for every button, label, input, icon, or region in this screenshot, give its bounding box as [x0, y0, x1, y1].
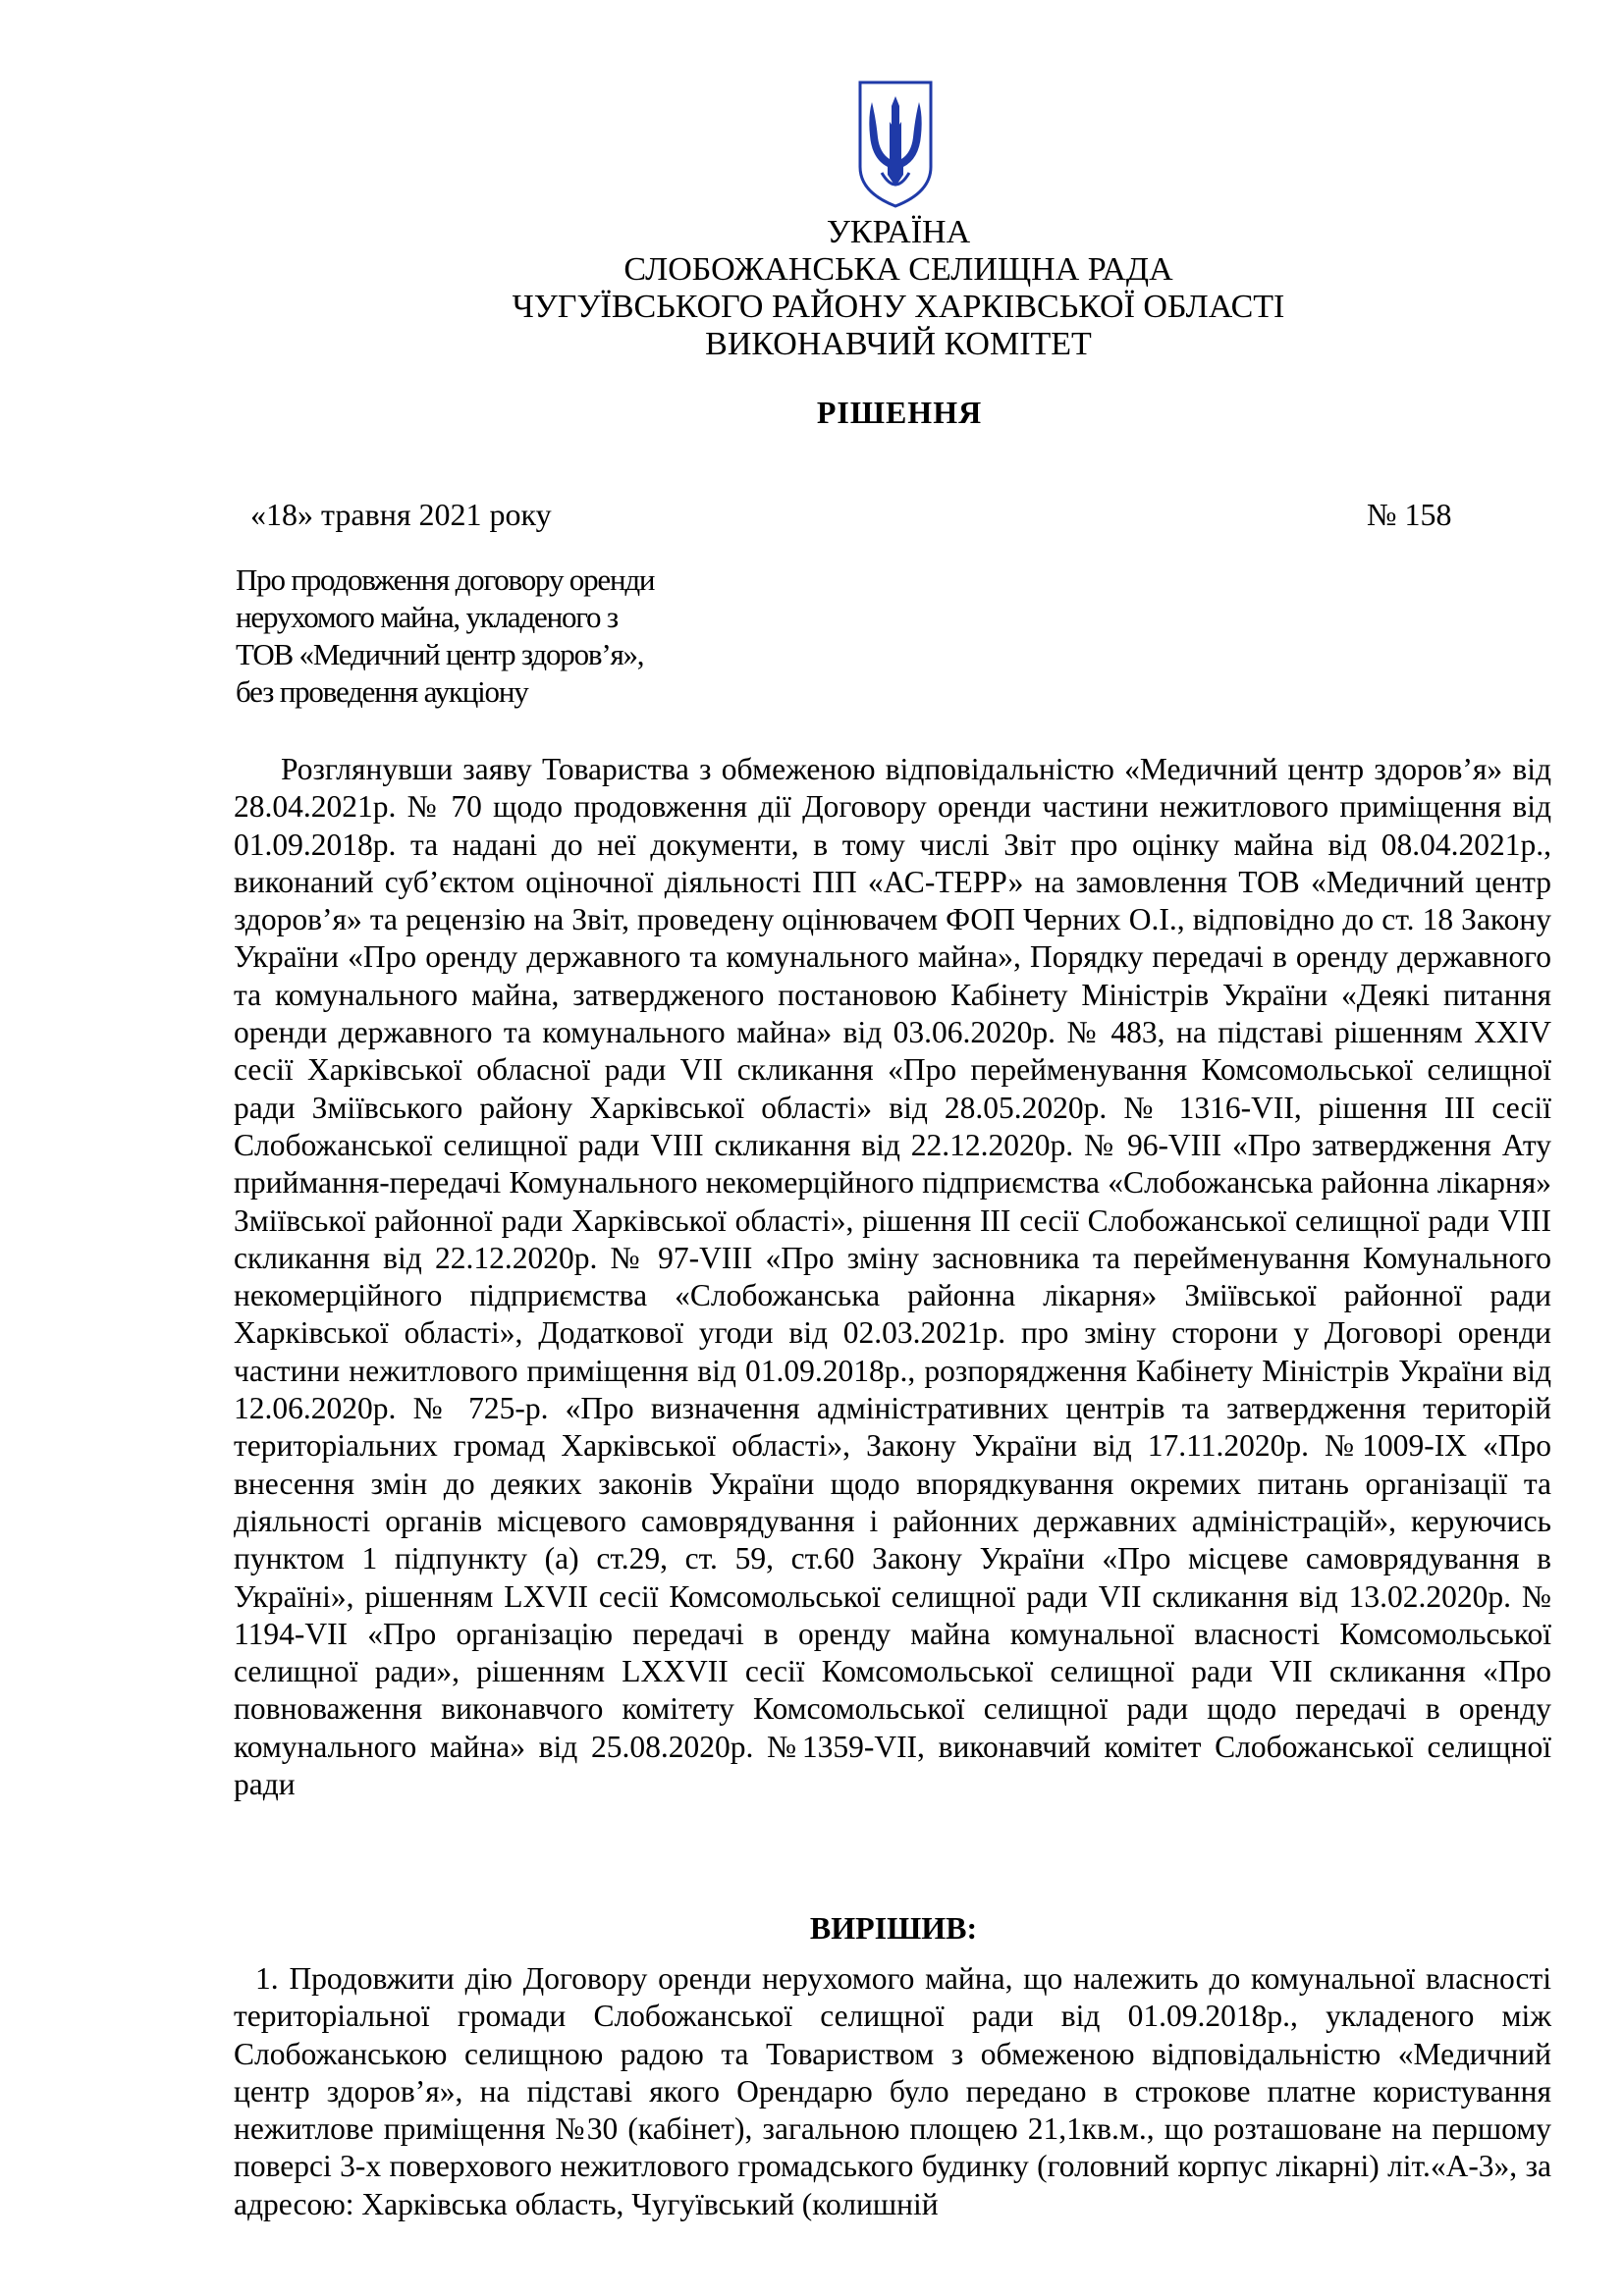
decision-date: «18» травня 2021 року [250, 497, 552, 532]
header-country: УКРАЇНА [826, 214, 971, 250]
decision-item-text: 1. Продовжити дію Договору оренди нерухомого майна, що належить до комунальної власності територіальної громади Слобожанської селищної ради від 01.09.2018р., укладеного між Слобожанською селищною радою та Товариством з обмеженою відповідальністю «Медичний центр здоров’я», на підставі якого Орендарю було передано в строкове платне користування нежитлове приміщення №30 (кабінет), загальною площею 21,1кв.м., що розташоване на першому поверсі 3-х поверхового нежитлового громадського будинку (головний корпус лікарні) літ.«А-3», за адресою: Харківська область, Чугуївський (колишній [234, 1961, 1551, 2221]
document-title: РІШЕННЯ [816, 395, 983, 430]
subject-line: нерухомого майна, укладеного з [236, 600, 618, 634]
subject-line: без проведення аукціону [236, 674, 528, 709]
decision-number: № 158 [1367, 497, 1452, 532]
header-committee: ВИКОНАВЧИЙ КОМІТЕТ [705, 326, 1092, 362]
trident-coat-of-arms-icon [852, 77, 939, 210]
decision-subject [236, 561, 785, 711]
decided-heading: ВИРІШИВ: [809, 1910, 978, 1946]
preamble-paragraph: Розглянувши заяву Товариства з обмеженою відповідальністю «Медичний центр здоров’я» від 28.04.2021р. № 70 щодо продовження дії Договору оренди частини нежитлового приміщення від 01.09.2018р. та надані до неї документи, в тому числі Звіт про оцінку майна від 08.04.2021р., виконаний суб’єктом оціночної діяльності ПП «АС-ТЕРР» на замовлення ТОВ «Медичний центр здоров’я» та рецензію на Звіт, проведену оцінювачем ФОП Черних О.І., відповідно до ст. 18 Закону України «Про оренду державного та комунального майна», Порядку передачі в оренду державного та комунального майна, затвердженого постановою Кабінету Міністрів України «Деякі питання оренди державного та комунального майна» від 03.06.2020р. № 483, на підставі рішенням XXIV сесії Харківської обласної ради VII скликання «Про перейменування Комсомольської селищної ради Зміївського району Харківської області» від 28.05.2020р. № 1316-VII, рішення III сесії Слобожанської селищної ради VIII скликання від 22.12.2020р. № 96-VIII «Про затвердження Ату приймання-передачі Комунального некомерційного підприємства «Слобожанська районна лікарня» Зміївської районної ради Харківської області», рішення III сесії Слобожанської селищної ради VIII скликання від 22.12.2020р. № 97-VIII «Про зміну засновника та перейменування Комунального некомерційного підприємства «Слобожанська районна лікарня» Зміївської районної ради Харківської області», Додаткової угоди від 02.03.2021р. про зміну сторони у Договорі оренди частини нежитлового приміщення від 01.09.2018р., розпорядження Кабінету Міністрів України від 12.06.2020р. № 725-р. «Про визначення адміністративних центрів та затвердження територій територіальних громад Харківської області», Закону України від 17.11.2020р. №1009-IX «Про внесення змін до деяких законів України щодо впорядкування окремих питань організації та діяльності органів місцевого самоврядування і районних державних адміністрацій», керуючись пунктом 1 підпункту (а) ст.29, ст. 59, ст.60 Закону України «Про місцеве самоврядування в Україні», рішенням LXVII сесії Комсомольської селищної ради VII скликання від 13.02.2020р. № 1194-VII «Про організацію передачі в оренду майна комунальної власності Комсомольської селищної ради», рішенням LXXVII сесії Комсомольської селищної ради VII скликання «Про повноваження виконавчого комітету Комсомольської селищної ради щодо передачі в оренду комунального майна» від 25.08.2020р. №1359-VII, виконавчий комітет Слобожанської селищної ради [234, 752, 1551, 1802]
document-header [0, 214, 1624, 363]
preamble [234, 751, 1551, 1803]
subject-line: Про продовження договору оренди [236, 562, 655, 597]
header-council: СЛОБОЖАНСЬКА СЕЛИЩНА РАДА [623, 251, 1173, 288]
decision-item-1 [234, 1960, 1551, 2223]
header-district: ЧУГУЇВСЬКОГО РАЙОНУ ХАРКІВСЬКОЇ ОБЛАСТІ [512, 289, 1285, 325]
subject-line: ТОВ «Медичний центр здоров’я», [236, 637, 644, 671]
